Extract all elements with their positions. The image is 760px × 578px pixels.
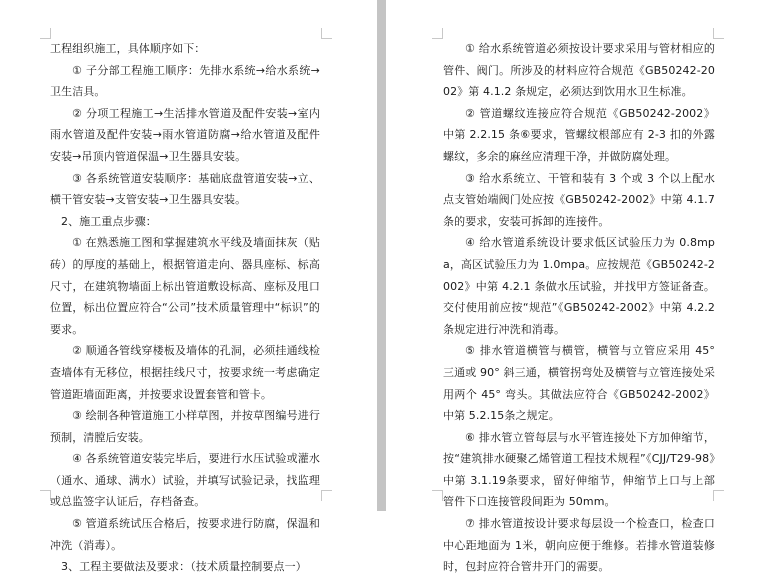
paragraph-system-install-order: ③ 各系统管道安装顺序：基础底盘管道安装→立、横干管安装→支管安装→卫生器具安装。: [50, 171, 320, 207]
paragraph-sub-item-order: ② 分项工程施工→生活排水管道及配件安装→室内雨水管道及配件安装→雨水管道防腐→给水管道及配件安装→吊顶内管道保温→卫生器具安装。: [50, 106, 320, 163]
paragraph-step-4: ④ 各系统管道安装完毕后，要进行水压试验或灌水（通水、通球、满水）试验，并填写试验记录，找监理或总监签字认证后，存档备查。: [50, 452, 320, 509]
paragraph-step-2: ② 顺通各管线穿楼板及墙体的孔洞，必须挂通线检查墙体有无移位，根据挂线尺寸，按要求统一考虑确定管道距墙面距离，并按要求设置套管和管卡。: [50, 344, 320, 401]
paragraph-req-1: ① 给水系统管道必须按设计要求采用与管材相应的管件、阀门。所涉及的材料应符合规范《GB50242-2002》第 4.1.2 条规定，必须达到饮用水卫生标准。: [443, 42, 715, 99]
page-corner-mark-bottom-left: [432, 490, 443, 501]
paragraph-req-5: ⑤ 排水管道横管与横管，横管与立管应采用 45° 三通或 90° 斜三通，横管拐弯处及横管与立管连接处采用两个 45° 弯头。其做法应符合《GB50242-2002》中第 5.2.15条之规定。: [443, 344, 715, 423]
left-page: [0, 0, 377, 574]
left-page-body: [50, 38, 320, 578]
page-corner-mark-top-right: [321, 28, 332, 39]
paragraph-step-5: ⑤ 管道系统试压合格后，按要求进行防腐，保温和冲洗（消毒）。: [50, 517, 320, 552]
right-page: [386, 0, 760, 574]
paragraph-sub-division-order: ① 子分部工程施工顺序：先排水系统→给水系统→卫生洁具。: [50, 63, 320, 99]
paragraph-req-4: ④ 给水管道系统设计要求低区试验压力为 0.8mpa，高区试验压力为 1.0mpa。应按规范《GB50242-2002》中第 4.2.1 条做水压试验，并找甲方签证备查。交付使用前应按“规范”《GB50242-2002》中第 4.2.2 条规定进行冲洗和消毒。: [443, 236, 715, 336]
right-page-body: [443, 38, 715, 578]
paragraph-intro: 工程组织施工，具体顺序如下：: [50, 42, 206, 55]
page-gutter-divider: [377, 0, 386, 511]
heading-main-methods: 3、工程主要做法及要求：（技术质量控制要点一）: [61, 560, 307, 574]
paragraph-req-2: ② 管道螺纹连接应符合规范《GB50242-2002》中第 2.2.15 条⑥要求，管螺纹根部应有 2-3 扣的外露螺纹，多余的麻丝应清理干净，并做防腐处理。: [443, 106, 715, 163]
paragraph-req-6: ⑥ 排水管立管每层与水平管连接处下方加伸缩节，按“建筑排水硬聚乙烯管道工程技术规程”《CJJ/T29-98》中第 3.1.19条要求，留好伸缩节，伸缩节上口与上部管件下口连接管段间距为 50mm。: [443, 430, 715, 509]
paragraph-req-3: ③ 给水系统立、干管和装有 3 个或 3 个以上配水点支管始端阀门处应按《GB50242-2002》中第 4.1.7条的要求，安装可拆卸的连接件。: [443, 171, 715, 228]
page-corner-mark-bottom-right: [321, 490, 332, 501]
paragraph-step-3: ③ 绘制各种管道施工小样草图，并按草图编号进行预制，清膛后安装。: [50, 409, 320, 444]
paragraph-step-1: ① 在熟悉施工图和掌握建筑水平线及墙面抹灰（贴砖）的厚度的基础上，根据管道走向、器具座标、标高尺寸，在建筑物墙面上标出管道敷设标高、座标及甩口位置，标出位置应符合“公司”技术质量管理中“标识”的要求。: [50, 236, 320, 336]
paragraph-req-7: ⑦ 排水管道按设计要求每层设一个检查口，检查口中心距地面为 1米，朝向应便于维修。若排水管道装修时，包封应符合管井开门的需要。: [443, 517, 715, 574]
heading-key-steps: 2、施工重点步骤：: [61, 214, 157, 228]
page-corner-mark-top-left: [432, 28, 443, 39]
